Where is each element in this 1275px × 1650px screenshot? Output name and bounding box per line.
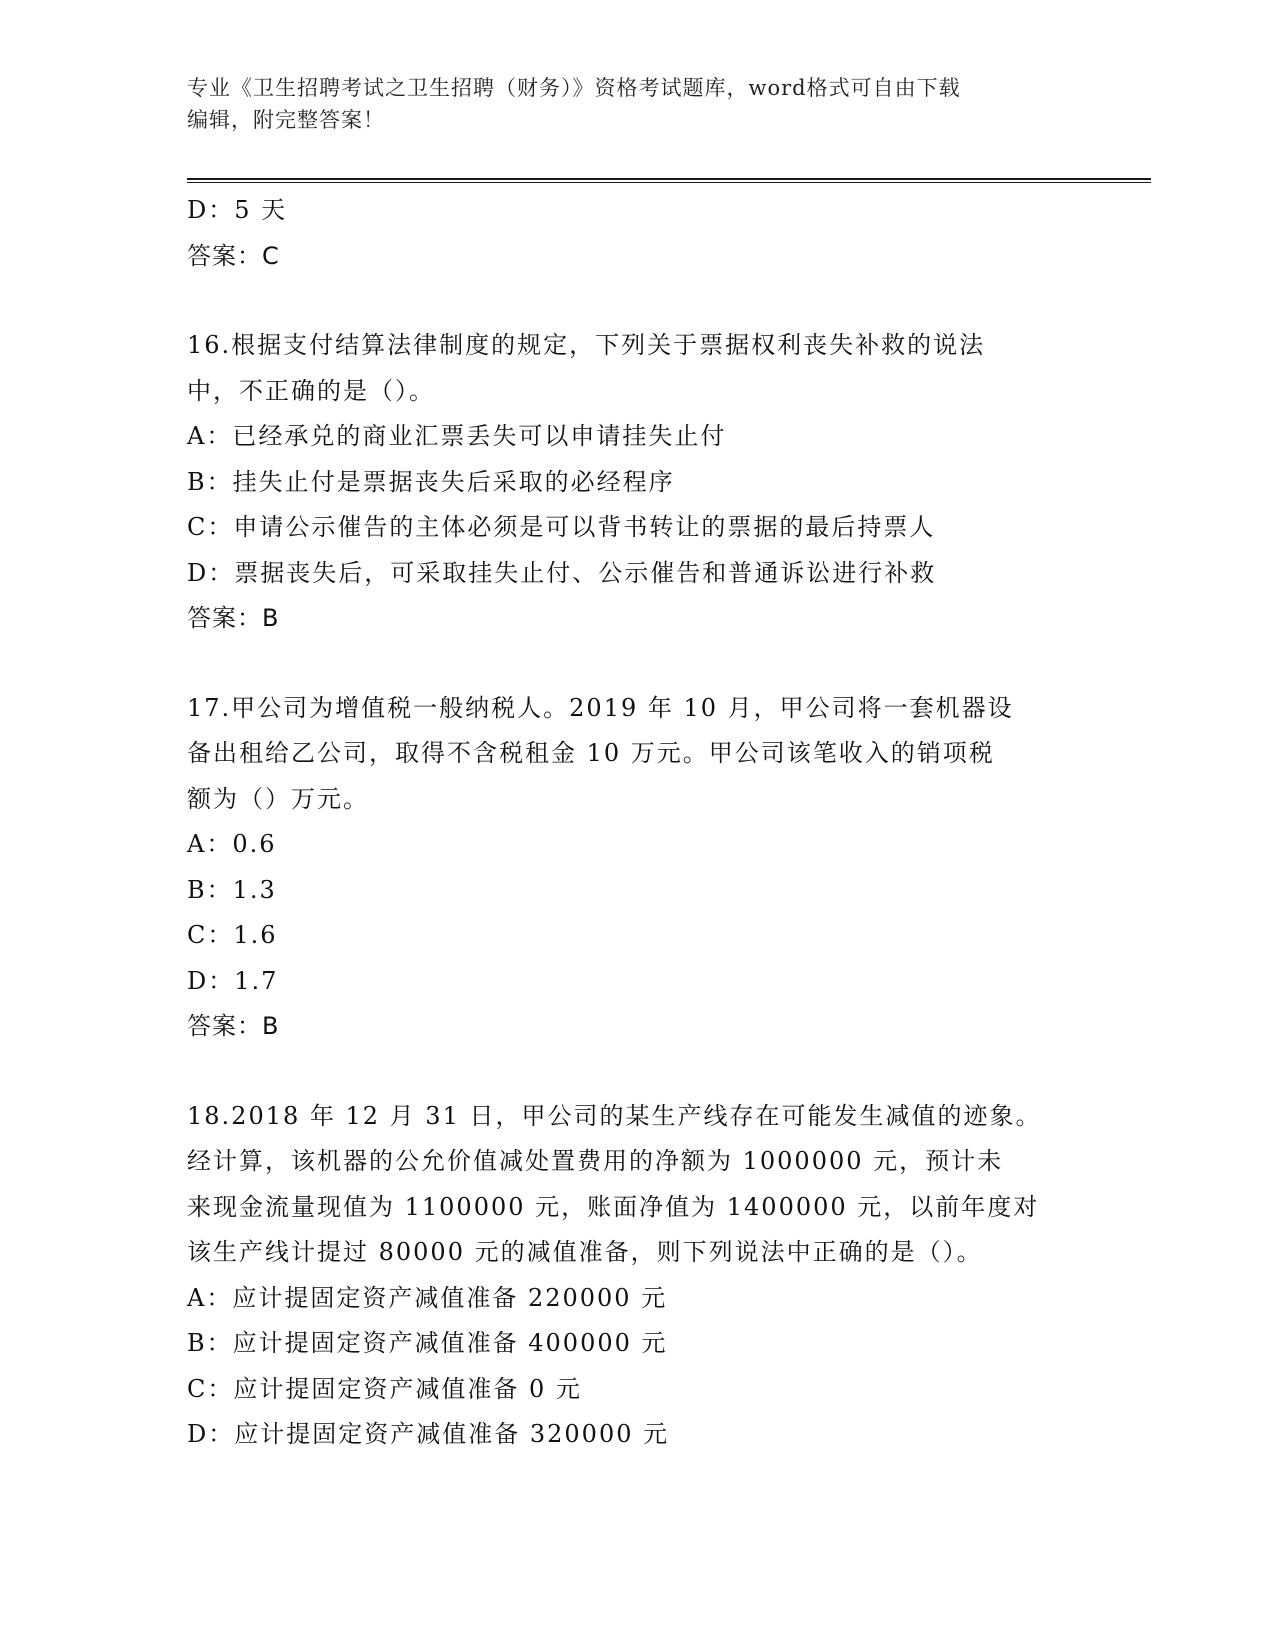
option-a: A：已经承兑的商业汇票丢失可以申请挂失止付	[187, 422, 727, 450]
question-stem-line: 该生产线计提过 80000 元的减值准备，则下列说法中正确的是（）。	[187, 1238, 983, 1266]
option-c: C：申请公示催告的主体必须是可以背书转让的票据的最后持票人	[187, 513, 936, 541]
option-d: D：5 天	[187, 196, 288, 224]
option-d: D：应计提固定资产减值准备 320000 元	[187, 1420, 670, 1448]
header-line-1: 专业《卫生招聘考试之卫生招聘（财务）》资格考试题库，word格式可自由下载	[187, 76, 961, 100]
header-divider	[187, 178, 1151, 183]
question-stem-line: 16.根据支付结算法律制度的规定，下列关于票据权利丧失补救的说法	[187, 331, 986, 359]
option-a: A：应计提固定资产减值准备 220000 元	[187, 1283, 668, 1312]
page-header	[187, 72, 1067, 136]
question-18	[187, 1094, 1087, 1458]
option-a: A：0.6	[187, 830, 277, 858]
question-stem-line: 18.2018 年 12 月 31 日，甲公司的某生产线存在可能发生减值的迹象。	[187, 1101, 1042, 1130]
header-line-2: 编辑，附完整答案！	[187, 108, 385, 132]
document-body	[187, 188, 1087, 1458]
question-17	[187, 686, 1087, 1050]
option-c: C：应计提固定资产减值准备 0 元	[187, 1374, 582, 1403]
question-stem-line: 来现金流量现值为 1100000 元，账面净值为 1400000 元，以前年度对	[187, 1192, 1040, 1221]
answer-line: 答案：C	[187, 241, 280, 270]
answer-line: 答案：B	[187, 1012, 280, 1040]
option-d: D：票据丧失后，可采取挂失止付、公示催告和普通诉讼进行补救	[187, 558, 937, 587]
option-b: B：应计提固定资产减值准备 400000 元	[187, 1329, 668, 1357]
question-stem-line: 17.甲公司为增值税一般纳税人。2019 年 10 月，甲公司将一套机器设	[187, 693, 1014, 722]
question-stem-line: 经计算，该机器的公允价值减处置费用的净额为 1000000 元，预计未	[187, 1147, 1004, 1175]
option-b: B：挂失止付是票据丧失后采取的必经程序	[187, 467, 675, 496]
option-c: C：1.6	[187, 921, 278, 949]
answer-line: 答案：B	[187, 604, 280, 632]
question-stem-line: 中，不正确的是（）。	[187, 376, 435, 405]
question-16	[187, 323, 1087, 642]
question-spacer	[187, 1050, 1087, 1094]
question-stem-line: 额为（）万元。	[187, 784, 369, 813]
question-spacer	[187, 279, 1087, 323]
question-stem-line: 备出租给乙公司，取得不含税租金 10 万元。甲公司该笔收入的销项税	[187, 739, 995, 767]
question-spacer	[187, 642, 1087, 686]
option-d: D：1.7	[187, 966, 279, 995]
option-b: B：1.3	[187, 875, 277, 904]
